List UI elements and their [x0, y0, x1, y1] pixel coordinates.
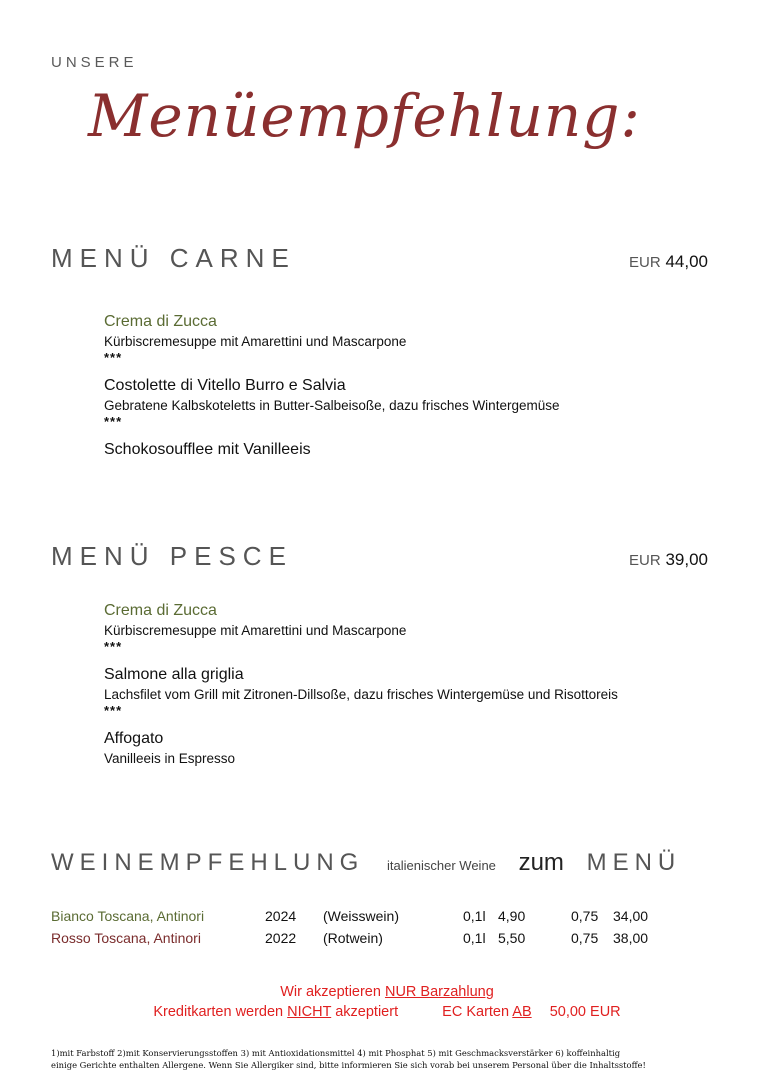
course-separator: ***	[104, 703, 123, 718]
price-value: 39,00	[665, 550, 708, 569]
menu-pesce-courses	[104, 600, 724, 768]
course-description: Kürbiscremesuppe mit Amarettini und Mascarpone	[104, 623, 407, 638]
wine-menu: MENÜ	[586, 849, 682, 876]
payment-notice-cards	[0, 1004, 774, 1020]
course-description: Kürbiscremesuppe mit Amarettini und Mascarpone	[104, 334, 407, 349]
notice-text: Wir akzeptieren	[280, 984, 385, 1000]
wine-row	[51, 908, 691, 928]
course-description: Lachsfilet vom Grill mit Zitronen-Dillsoße, dazu frisches Wintergemüse und Risottoreis	[104, 687, 618, 702]
course-separator: ***	[104, 639, 123, 654]
wine-large-size: 0,75	[571, 908, 599, 924]
notice-emphasis: AB	[512, 1004, 532, 1020]
course-name: Costolette di Vitello Burro e Salvia	[104, 377, 346, 394]
wine-name: Bianco Toscana, Antinori	[51, 908, 205, 924]
wine-large-price: 38,00	[613, 930, 649, 946]
notice-text: Kreditkarten werden	[153, 1004, 288, 1020]
wine-small-size: 0,1l	[463, 930, 486, 946]
wine-zum: zum	[518, 849, 564, 876]
course-name: Schokosoufflee mit Vanilleeis	[104, 441, 311, 458]
course-description: Gebratene Kalbskoteletts in Butter-Salbeisoße, dazu frisches Wintergemüse	[104, 398, 560, 413]
wine-row	[51, 930, 691, 950]
page-title: Menüempfehlung:	[88, 82, 641, 150]
wine-year: 2024	[265, 908, 297, 924]
menu-pesce-price	[629, 550, 708, 570]
wine-large-price: 34,00	[613, 908, 649, 924]
header-kicker: UNSERE	[51, 54, 138, 71]
wine-title: WEINEMPFEHLUNG	[51, 849, 365, 876]
menu-carne-heading: MENÜ CARNE	[51, 243, 296, 273]
wine-type: (Rotwein)	[323, 930, 383, 946]
wine-large-size: 0,75	[571, 930, 599, 946]
notice-emphasis: NICHT	[287, 1004, 332, 1020]
notice-text: EC Karten	[442, 1004, 513, 1020]
payment-notice-cash	[0, 984, 774, 1000]
currency-label: EUR	[629, 254, 661, 271]
wine-small-price: 4,90	[498, 908, 526, 924]
menu-pesce-heading: MENÜ PESCE	[51, 541, 293, 571]
wine-subtitle: italienischer Weine	[387, 858, 496, 873]
course-name: Affogato	[104, 730, 164, 747]
notice-emphasis: NUR Barzahlung	[384, 984, 494, 1000]
notice-text: akzeptiert	[331, 1004, 399, 1020]
wine-type: (Weisswein)	[323, 908, 399, 924]
footnote-additives: 1)mit Farbstoff 2)mit Konservierungsstoffen 3) mit Antioxidationsmittel 4) mit Phosphat 5) mit Geschmacksverstärker 6) koffeinhaltig	[51, 1048, 621, 1058]
course-name: Crema di Zucca	[104, 313, 217, 330]
wine-small-price: 5,50	[498, 930, 526, 946]
footnote-allergens: einige Gerichte enthalten Allergene. Wenn Sie Allergiker sind, bitte informieren Sie sich vorab bei unserem Personal über die Inhaltsstoffe!	[51, 1060, 646, 1070]
wine-heading	[51, 849, 681, 877]
wine-name: Rosso Toscana, Antinori	[51, 930, 201, 946]
course-separator: ***	[104, 414, 123, 429]
course-name: Crema di Zucca	[104, 602, 217, 619]
notice-amount: 50,00 EUR	[549, 1004, 621, 1020]
course-description: Vanilleeis in Espresso	[104, 751, 236, 766]
wine-small-size: 0,1l	[463, 908, 486, 924]
course-name: Salmone alla griglia	[104, 666, 244, 683]
course-separator: ***	[104, 350, 123, 365]
price-value: 44,00	[665, 252, 708, 271]
wine-year: 2022	[265, 930, 297, 946]
menu-carne-courses	[104, 311, 724, 461]
currency-label: EUR	[629, 552, 661, 569]
menu-carne-price	[629, 252, 708, 272]
